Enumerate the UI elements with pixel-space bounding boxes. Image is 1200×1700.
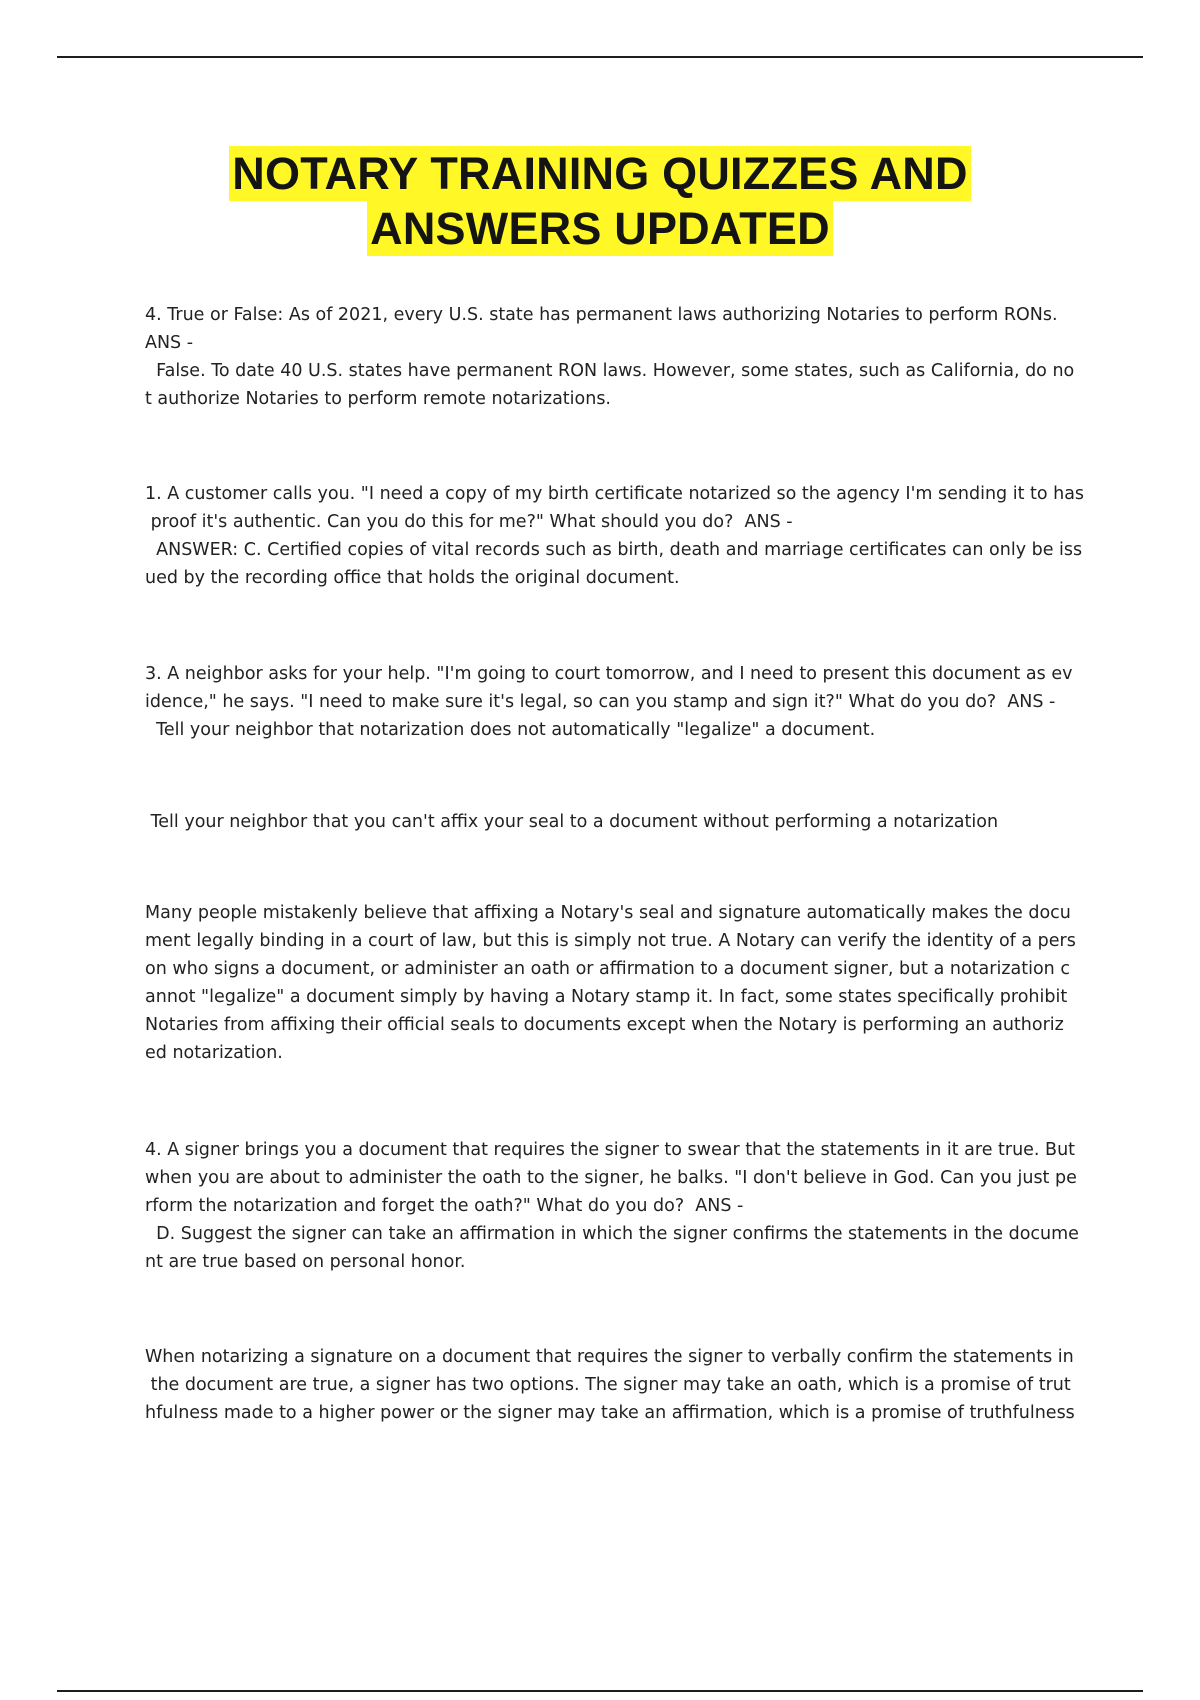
title-line-2: ANSWERS UPDATED	[367, 201, 833, 256]
top-rule	[57, 56, 1143, 58]
question-block-oath: 4. A signer brings you a document that requires the signer to swear that the statements in it are true. But when you are about to administer the oath to the signer, he balks. "I don't believe in God. Can you just pe rform the notarization and forget the oath?" What do you do? ANS - D. Suggest the signer can take an affirmation in which the signer confirms the statements in the docume nt are true based on personal honor.	[145, 1140, 1079, 1272]
document-title	[0, 146, 1200, 256]
answer-option-seal: Tell your neighbor that you can't affix your seal to a document without performing a notarization	[145, 812, 999, 832]
explanation-paragraph-oath: When notarizing a signature on a document that requires the signer to verbally confirm the statements in the document are true, a signer has two options. The signer may take an oath, which is a promise of trut hfulness made to a higher power or the signer may take an affirmation, which is a promise of truthfulness	[145, 1347, 1075, 1423]
bottom-rule	[57, 1690, 1143, 1692]
question-block-court-evidence: 3. A neighbor asks for your help. "I'm going to court tomorrow, and I need to present this document as ev idence," he says. "I need to make sure it's legal, so can you stamp and sign it?" What do you do? ANS - Tell your neighbor that notarization does not automatically "legalize" a document.	[145, 664, 1073, 740]
question-block-birth-certificate: 1. A customer calls you. "I need a copy of my birth certificate notarized so the agency I'm sending it to has proof it's authentic. Can you do this for me?" What should you do? ANS - ANSWER: C. Certified copies of vital records such as birth, death and marriage certificates can only be iss ued by the recording office that holds the original document.	[145, 484, 1085, 588]
explanation-paragraph-legalize: Many people mistakenly believe that affixing a Notary's seal and signature automatically makes the docu ment legally binding in a court of law, but this is simply not true. A Notary can verify the identity of a pers on who signs a document, or administer an oath or affirmation to a document signer, but a notarization c annot "legalize" a document simply by having a Notary stamp it. In fact, some states specifically prohibit Notaries from affixing their official seals to documents except when the Notary is performing an authoriz ed notarization.	[145, 903, 1076, 1063]
title-line-1: NOTARY TRAINING QUIZZES AND	[229, 146, 970, 201]
question-block-ron: 4. True or False: As of 2021, every U.S. state has permanent laws authorizing Notaries to perform RONs. ANS - False. To date 40 U.S. states have permanent RON laws. However, some states, such as California, do no t authorize Notaries to perform remote notarizations.	[145, 305, 1075, 409]
